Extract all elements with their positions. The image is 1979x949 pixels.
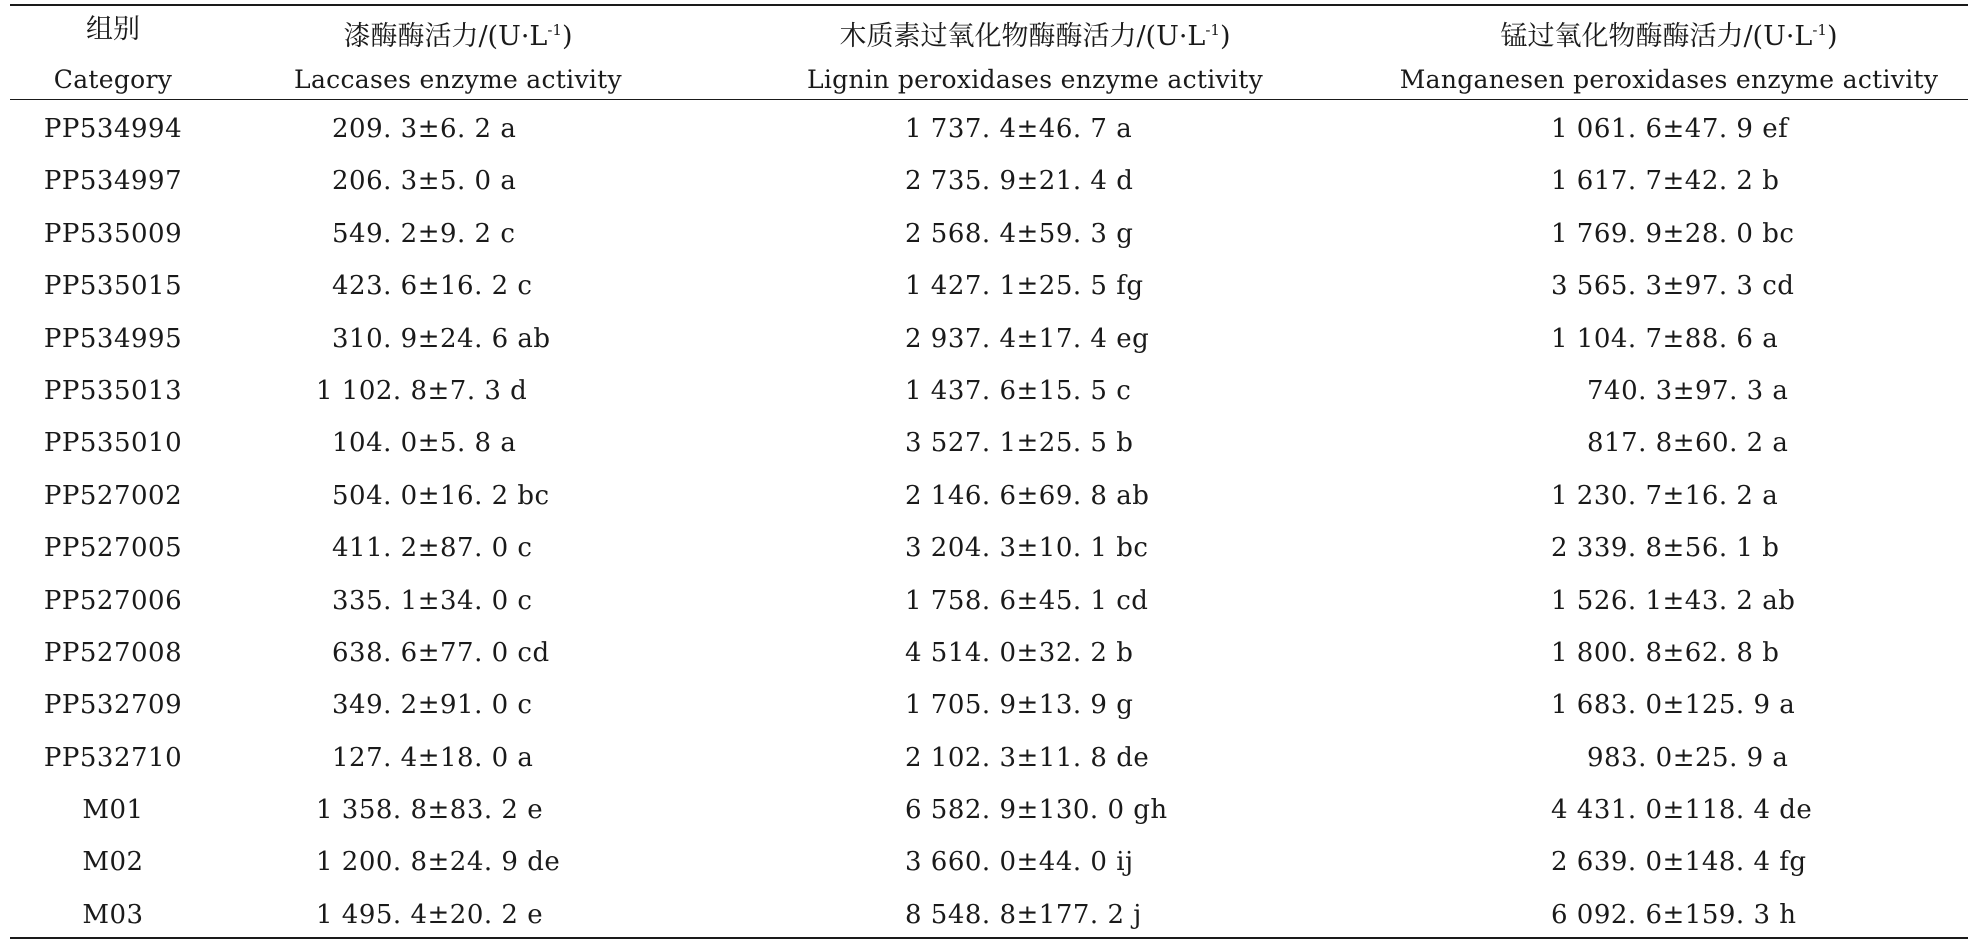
cell-lignin: 1 437. 6±15. 5 c (905, 375, 1132, 406)
table-row (10, 579, 1968, 631)
table-row (10, 317, 1968, 369)
table-header-rule (10, 99, 1968, 100)
cell-lignin: 8 548. 8±177. 2 j (905, 899, 1142, 930)
header-lignin-zh (700, 10, 1370, 57)
header-lignin-unit-exponent: -1 (1205, 21, 1220, 39)
cell-category: M02 (82, 847, 144, 878)
cell-manganese: 983. 0±25. 9 a (1587, 742, 1789, 773)
cell-category: PP535009 (43, 218, 183, 249)
cell-category: M01 (82, 795, 144, 826)
cell-lignin: 6 582. 9±130. 0 gh (905, 795, 1168, 826)
cell-laccase: 1 495. 4±20. 2 e (316, 899, 544, 930)
table-row (10, 264, 1968, 316)
header-lignin-en: Lignin peroxidases enzyme activity (806, 65, 1264, 94)
cell-lignin: 2 568. 4±59. 3 g (905, 218, 1134, 249)
cell-manganese: 1 104. 7±88. 6 a (1551, 323, 1779, 354)
cell-manganese: 4 431. 0±118. 4 de (1551, 795, 1813, 826)
cell-laccase: 335. 1±34. 0 c (332, 585, 533, 616)
cell-category: PP532710 (43, 742, 183, 773)
cell-laccase: 127. 4±18. 0 a (332, 742, 534, 773)
cell-laccase: 1 358. 8±83. 2 e (316, 795, 544, 826)
cell-lignin: 3 660. 0±44. 0 ij (905, 847, 1134, 878)
cell-lignin: 3 204. 3±10. 1 bc (905, 533, 1149, 564)
cell-manganese: 1 800. 8±62. 8 b (1551, 637, 1780, 668)
cell-laccase: 423. 6±16. 2 c (332, 271, 533, 302)
cell-category: PP534994 (43, 114, 183, 144)
cell-lignin: 1 705. 9±13. 9 g (905, 690, 1134, 721)
cell-category: PP534995 (43, 323, 183, 354)
table-row (10, 840, 1968, 892)
cell-manganese: 1 683. 0±125. 9 a (1551, 690, 1796, 721)
header-row-english (10, 60, 1968, 100)
table-row (10, 369, 1968, 421)
cell-category: PP527008 (43, 637, 183, 668)
cell-lignin: 4 514. 0±32. 2 b (905, 637, 1134, 668)
cell-category: PP534997 (43, 166, 183, 197)
header-laccase-zh-text: 漆酶酶活力/(U·L (343, 21, 548, 52)
cell-laccase: 638. 6±77. 0 cd (332, 637, 550, 668)
cell-category: PP535013 (43, 375, 183, 406)
cell-manganese: 817. 8±60. 2 a (1587, 428, 1789, 459)
header-laccase-en: Laccases enzyme activity (294, 65, 622, 94)
cell-lignin: 2 146. 6±69. 8 ab (905, 480, 1150, 511)
cell-category: PP535010 (43, 428, 183, 459)
cell-laccase: 349. 2±91. 0 c (332, 690, 533, 721)
cell-manganese: 1 769. 9±28. 0 bc (1551, 218, 1795, 249)
cell-manganese: 1 617. 7±42. 2 b (1551, 166, 1780, 197)
header-laccase-close: ) (561, 21, 573, 52)
header-category-en: Category (53, 65, 173, 94)
cell-manganese: 2 339. 8±56. 1 b (1551, 533, 1780, 564)
cell-manganese: 1 061. 6±47. 9 ef (1551, 114, 1789, 144)
table-row (10, 683, 1968, 735)
header-manganese-zh (1370, 10, 1968, 57)
header-laccase-zh (216, 10, 700, 57)
cell-laccase: 1 102. 8±7. 3 d (316, 375, 528, 406)
cell-laccase: 1 200. 8±24. 9 de (316, 847, 561, 878)
header-manganese-zh-text: 锰过氧化物酶酶活力/(U·L (1500, 21, 1813, 52)
cell-lignin: 1 737. 4±46. 7 a (905, 114, 1133, 144)
table-row (10, 788, 1968, 840)
cell-category: PP527006 (43, 585, 183, 616)
header-manganese-unit-exponent: -1 (1812, 21, 1827, 39)
cell-category: PP527002 (43, 480, 183, 511)
header-row-chinese (10, 10, 1968, 50)
cell-lignin: 1 427. 1±25. 5 fg (905, 271, 1144, 302)
table-row (10, 474, 1968, 526)
cell-category: PP527005 (43, 533, 183, 564)
cell-manganese: 1 526. 1±43. 2 ab (1551, 585, 1796, 616)
cell-laccase: 411. 2±87. 0 c (332, 533, 533, 564)
cell-lignin: 2 102. 3±11. 8 de (905, 742, 1150, 773)
header-manganese-close: ) (1826, 21, 1838, 52)
cell-manganese: 740. 3±97. 3 a (1587, 375, 1789, 406)
table-row (10, 421, 1968, 473)
cell-manganese: 3 565. 3±97. 3 cd (1551, 271, 1795, 302)
cell-laccase: 209. 3±6. 2 a (332, 114, 517, 144)
table-row (10, 159, 1968, 211)
header-lignin-zh-text: 木质素过氧化物酶酶活力/(U·L (839, 21, 1206, 52)
cell-manganese: 6 092. 6±159. 3 h (1551, 899, 1797, 930)
table-row (10, 526, 1968, 578)
cell-laccase: 504. 0±16. 2 bc (332, 480, 550, 511)
cell-laccase: 310. 9±24. 6 ab (332, 323, 551, 354)
cell-lignin: 1 758. 6±45. 1 cd (905, 585, 1149, 616)
header-category-zh: 组别 (86, 14, 140, 45)
table-row (10, 107, 1968, 159)
header-lignin-close: ) (1219, 21, 1231, 52)
cell-lignin: 2 937. 4±17. 4 eg (905, 323, 1150, 354)
cell-laccase: 104. 0±5. 8 a (332, 428, 517, 459)
cell-manganese: 1 230. 7±16. 2 a (1551, 480, 1779, 511)
cell-manganese: 2 639. 0±148. 4 fg (1551, 847, 1807, 878)
cell-laccase: 549. 2±9. 2 c (332, 218, 516, 249)
cell-laccase: 206. 3±5. 0 a (332, 166, 517, 197)
table-row (10, 631, 1968, 683)
cell-lignin: 3 527. 1±25. 5 b (905, 428, 1134, 459)
cell-category: PP535015 (43, 271, 183, 302)
table-top-rule (10, 4, 1968, 6)
table-row (10, 212, 1968, 264)
cell-lignin: 2 735. 9±21. 4 d (905, 166, 1134, 197)
cell-category: M03 (82, 899, 144, 930)
table-bottom-rule (10, 937, 1968, 939)
header-manganese-en: Manganesen peroxidases enzyme activity (1399, 65, 1939, 94)
table-row (10, 736, 1968, 788)
cell-category: PP532709 (43, 690, 183, 721)
header-laccase-unit-exponent: -1 (547, 21, 562, 39)
table-body (10, 107, 1968, 945)
